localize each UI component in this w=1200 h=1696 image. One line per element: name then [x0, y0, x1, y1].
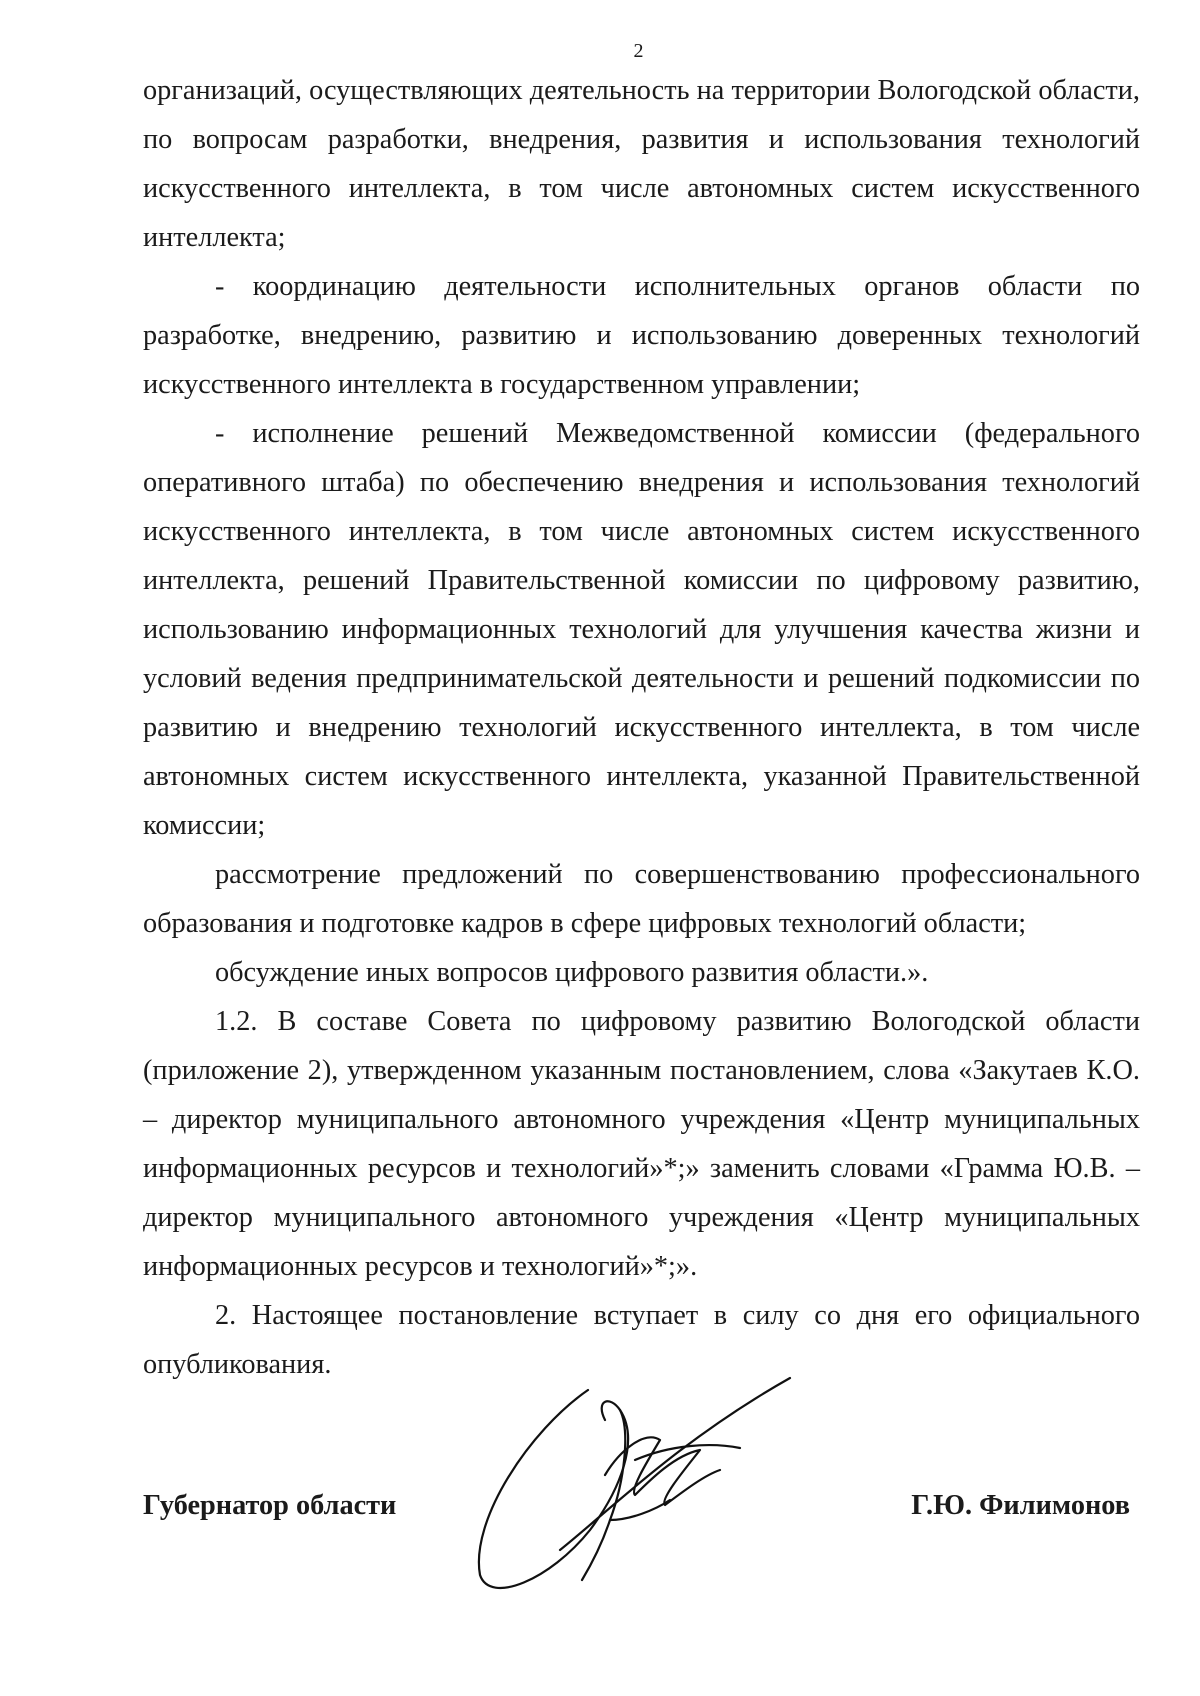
paragraph-2: 2. Настоящее постановление вступает в силу со дня его официального опубликования.: [143, 1300, 1140, 1380]
signatory-name: Г.Ю. Филимонов: [911, 1490, 1130, 1521]
signatory-title: Губернатор области: [143, 1490, 397, 1521]
paragraph-execution: - исполнение решений Межведомственной комиссии (федерального оперативного штаба) по обеспечению внедрения и использования технологий искусственного интеллекта, в том числе автономных систем искусственного интеллекта, решений Правительственной комиссии по цифровому развитию, использованию информационных технологий для улучшения качества жизни и условий ведения предпринимательской деятельности и решений подкомиссии по развитию и внедрению технологий искусственного интеллекта, в том числе автономных систем искусственного интеллекта, указанной Правительственной комиссии;: [143, 418, 1140, 841]
paragraph-1-2: 1.2. В составе Совета по цифровому развитию Вологодской области (приложение 2), утвержденном указанным постановлением, слова «Закутаев К.О. – директор муниципального автономного учреждения «Центр муниципальных информационных ресурсов и технологий»*;» заменить словами «Грамма Ю.В. – директор муниципального автономного учреждения «Центр муниципальных информационных ресурсов и технологий»*;».: [143, 1006, 1140, 1282]
handwritten-signature: [470, 1370, 830, 1600]
page-number: 2: [633, 40, 644, 62]
paragraph-education: рассмотрение предложений по совершенствованию профессионального образования и подготовке кадров в сфере цифровых технологий области;: [143, 859, 1140, 939]
document-body: [143, 66, 1140, 1389]
paragraph-coordination: - координацию деятельности исполнительных органов области по разработке, внедрению, развитию и использованию доверенных технологий искусственного интеллекта в государственном управлении;: [143, 271, 1140, 400]
paragraph-other-issues: обсуждение иных вопросов цифрового развития области.».: [215, 957, 929, 988]
paragraph-continuation: организаций, осуществляющих деятельность на территории Вологодской области, по вопросам разработки, внедрения, развития и использования технологий искусственного интеллекта, в том числе автономных систем искусственного интеллекта;: [143, 75, 1140, 253]
